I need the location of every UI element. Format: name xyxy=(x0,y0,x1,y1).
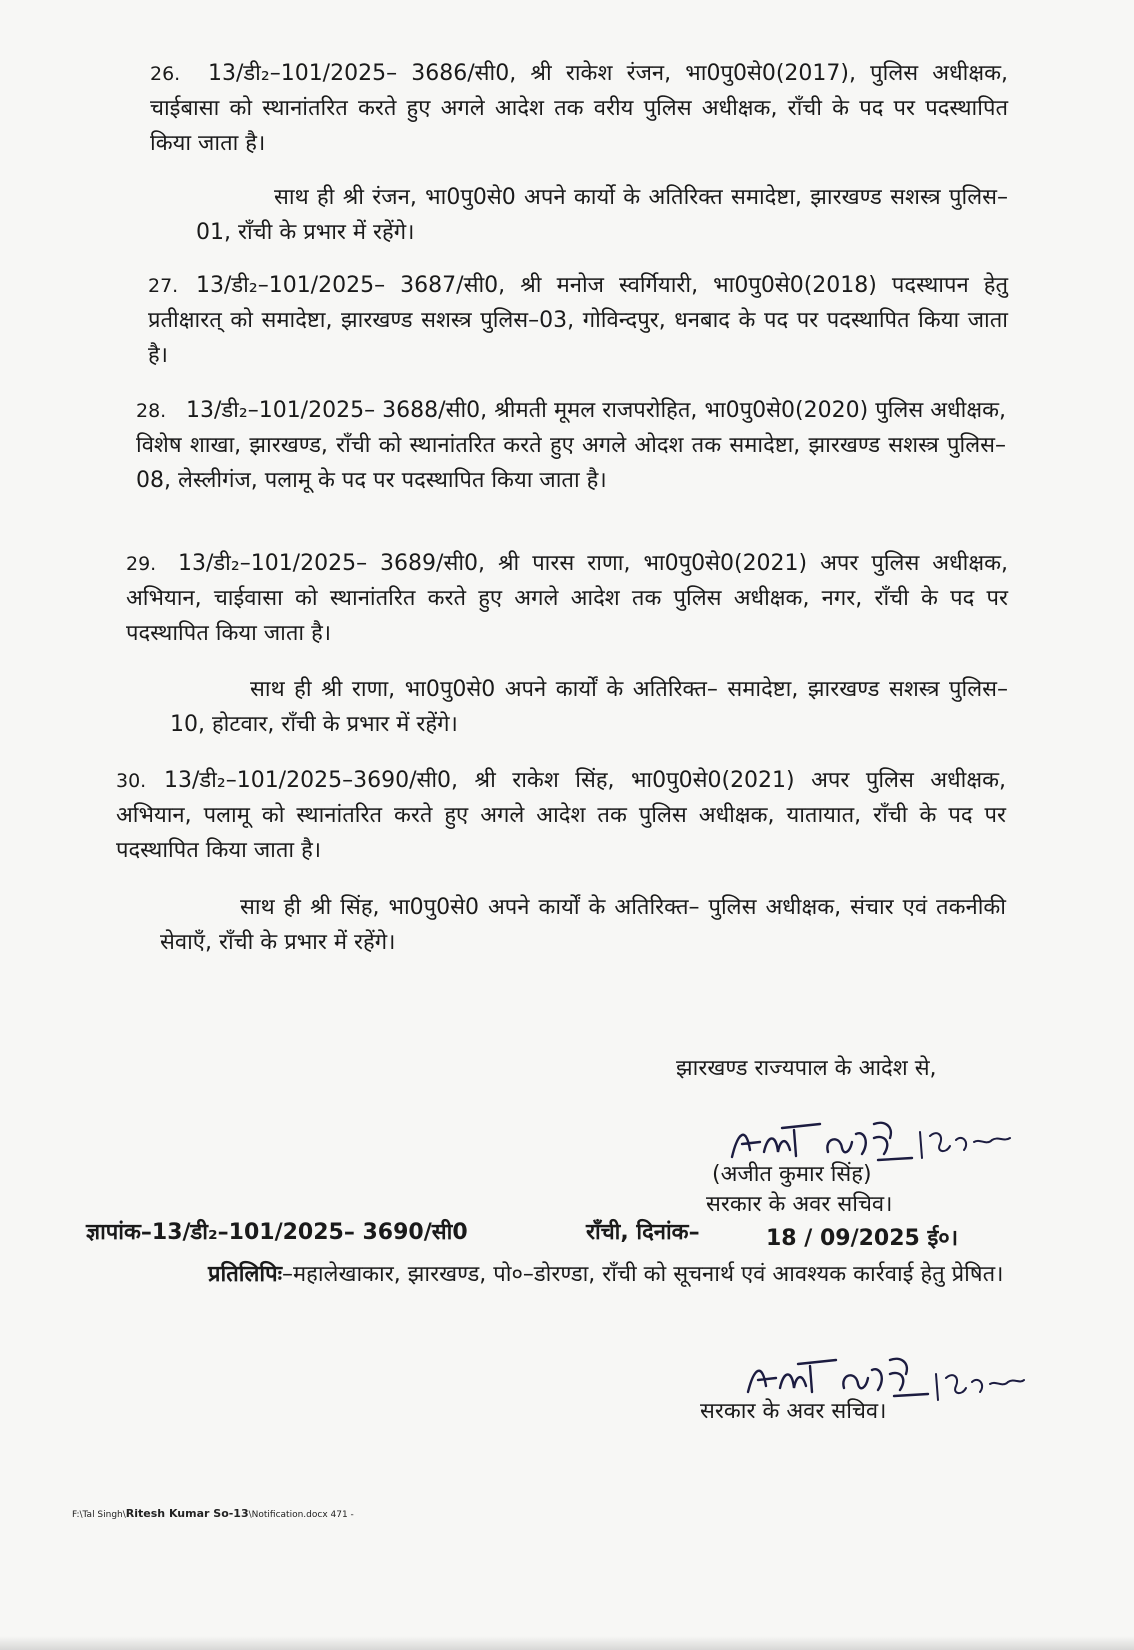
order-item-26 xyxy=(150,56,1008,161)
additional-text: साथ ही श्री रंजन, भा0पु0से0 अपने कार्यो के अतिरिक्त समादेष्टा, झारखण्ड सशस्त्र पुलिस–01, राँची के प्रभार में रहेंगे। xyxy=(196,185,1008,245)
additional-text: साथ ही श्री राणा, भा0पु0से0 अपने कार्यों के अतिरिक्त– समादेष्टा, झारखण्ड सशस्त्र पुलिस–10, होटवार, राँची के प्रभार में रहेंगे। xyxy=(170,677,1008,737)
item-number: 26. xyxy=(150,63,181,85)
order-item-30 xyxy=(116,763,1006,868)
place-date-label: राँची, दिनांक– xyxy=(586,1220,700,1245)
scan-edge-shadow xyxy=(0,1636,1134,1650)
path-suffix: \Notification.docx 471 - xyxy=(248,1510,354,1520)
order-item-28 xyxy=(136,393,1006,498)
item-number: 28. xyxy=(136,400,167,422)
memo-date: 18 / 09/2025 ई०। xyxy=(766,1226,959,1251)
item-text: 13/डी₂–101/2025– 3688/सी0, श्रीमती मूमल राजपरोहित, भा0पु0से0(2020) पुलिस अधीक्षक, विशेष शाखा, झारखण्ड, राँची को स्थानांतरित करते हुए अगले ओदश तक समादेष्टा, झारखण्ड सशस्त्र पुलिस–08, लेस्लीगंज, पलामू के पद पर पदस्थापित किया जाता है। xyxy=(136,398,1006,493)
item-text: 13/डी₂–101/2025– 3689/सी0, श्री पारस राणा, भा0पु0से0(2021) अपर पुलिस अधीक्षक, अभियान, चाईवासा को स्थानांतरित करते हुए अगले आदेश तक पुलिस अधीक्षक, नगर, राँची के पद पर पदस्थापित किया जाता है। xyxy=(126,551,1008,646)
gyapank-number: ज्ञापांक–13/डी₂–101/2025– 3690/सी0 xyxy=(86,1220,468,1245)
item-26-additional-charge xyxy=(196,180,1008,250)
item-text: 13/डी₂–101/2025– 3686/सी0, श्री राकेश रंजन, भा0पु0से0(2017), पुलिस अधीक्षक, चाईबासा को स्थानांतरित करते हुए अगले आदेश तक वरीय पुलिस अधीक्षक, राँची के पद पर पदस्थापित किया जाता है। xyxy=(150,61,1008,156)
memo-reference xyxy=(86,1215,1006,1250)
path-prefix: F:\Tal Singh\ xyxy=(72,1510,126,1520)
signature-1-lettering: अजीत कु0 सिंह 18/09/25 xyxy=(724,1112,735,1113)
additional-text: साथ ही श्री सिंह, भा0पु0से0 अपने कार्यों के अतिरिक्त– पुलिस अधीक्षक, संचार एवं तकनीकी सेवाएँ, राँची के प्रभार में रहेंगे। xyxy=(160,895,1006,955)
copy-text: –महालेखाकार, झारखण्ड, पो०–डोरण्डा, राँची को सूचनार्थ एवं आवश्यक कार्रवाई हेतु प्रेषित। xyxy=(282,1262,1004,1287)
file-path-footer xyxy=(72,1507,354,1520)
order-item-29 xyxy=(126,546,1008,651)
item-number: 30. xyxy=(116,770,147,792)
item-number: 27. xyxy=(148,275,179,297)
signatory-designation-1: सरकार के अवर सचिव। xyxy=(706,1192,893,1217)
copy-label: प्रतिलिपिः xyxy=(208,1262,283,1287)
signature-2-lettering: अजीत कु0 सिंह 18/09/25 xyxy=(740,1350,751,1351)
item-text: 13/डी₂–101/2025–3690/सी0, श्री राकेश सिंह, भा0पु0से0(2021) अपर पुलिस अधीक्षक, अभियान, पलामू को स्थानांतरित करते हुए अगले आदेश तक पुलिस अधीक्षक, यातायात, राँची के पद पर पदस्थापित किया जाता है। xyxy=(116,768,1006,863)
item-number: 29. xyxy=(126,553,157,575)
item-30-additional-charge xyxy=(160,890,1006,960)
signatory-name: (अजीत कुमार सिंह) xyxy=(712,1162,872,1187)
order-item-27 xyxy=(148,268,1008,373)
copy-forwarding xyxy=(86,1257,1006,1292)
item-29-additional-charge xyxy=(170,672,1008,742)
signatory-designation-2: सरकार के अवर सचिव। xyxy=(700,1399,887,1424)
copy-paragraph xyxy=(86,1257,1006,1292)
path-main: Ritesh Kumar So-13 xyxy=(125,1507,249,1520)
item-text: 13/डी₂–101/2025– 3687/सी0, श्री मनोज स्वर्गियारी, भा0पु0से0(2018) पदस्थापन हेतु प्रतीक्षारत् को समादेष्टा, झारखण्ड सशस्त्र पुलिस–03, गोविन्दपुर, धनबाद के पद पर पदस्थापित किया जाता है। xyxy=(148,273,1008,368)
governor-order-line: झारखण्ड राज्यपाल के आदेश से, xyxy=(676,1056,937,1081)
